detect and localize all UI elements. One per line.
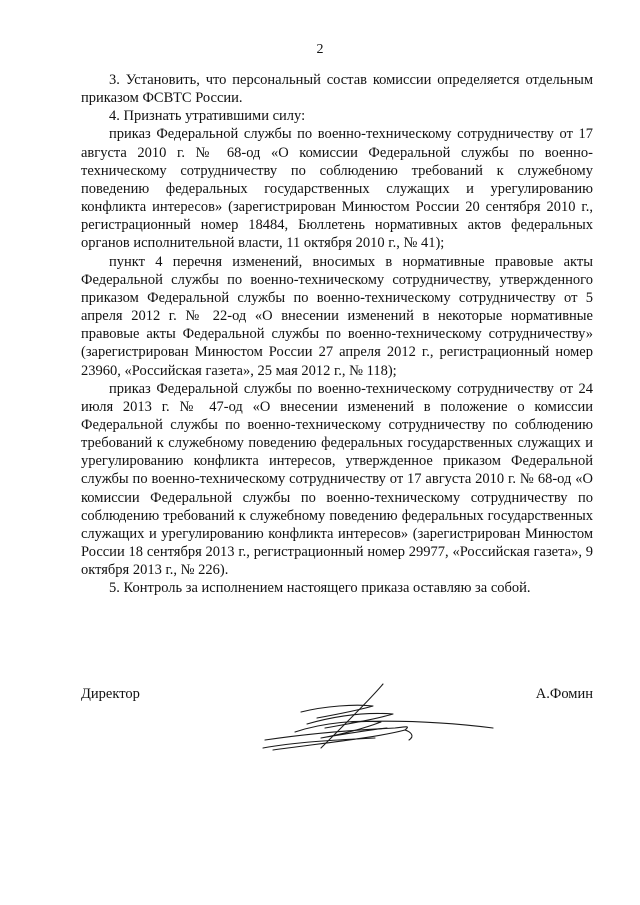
paragraph-revoked-order-2013: приказ Федеральной службы по военно-техническому сотрудничеству от 24 июля 2013 г. № 47-од «О внесении изменений в положение о комиссии Федеральной службы по военно-техническому сотрудничеству по соблюдению требований к служебному поведению федеральных государственных служащих и урегулированию конфликта интересов, утвержденное приказом Федеральной службы по военно-техническому сотрудничеству от 17 августа 2010 г. № 68-од «О комиссии Федеральной службы по военно-техническому сотрудничеству по соблюдению требований к служебному поведению федеральных государственных служащих и урегулированию конфликта интересов» (зарегистрирован Минюстом России 18 сентября 2013 г., регистрационный номер 29977, «Российская газета», 9 октября 2013 г., № 226). <box>81 380 593 579</box>
signatory-name: А.Фомин <box>535 686 593 702</box>
paragraph-item-5: 5. Контроль за исполнением настоящего приказа оставляю за собой. <box>109 580 531 597</box>
page-number: 2 <box>316 42 324 57</box>
document-body <box>81 71 593 598</box>
paragraph-revoked-changes-2012: пункт 4 перечня изменений, вносимых в нормативные правовые акты Федеральной службы по военно-техническому сотрудничеству, утвержденного приказом Федеральной службы по военно-техническому сотрудничеству от 5 апреля 2012 г. № 22-од «О внесении изменений в некоторые нормативные правовые акты Федеральной службы по военно-техническому сотрудничеству» (зарегистрирован Минюстом России 27 апреля 2012 г., регистрационный номер 23960, «Российская газета», 25 мая 2012 г., № 118); <box>81 253 593 379</box>
signatory-title: Директор <box>81 686 140 702</box>
paragraph-revoked-order-2010: приказ Федеральной службы по военно-техническому сотрудничеству от 17 августа 2010 г. № 68-од «О комиссии Федеральной службы по военно-техническому сотрудничеству по соблюдению требований к служебному поведению федеральных государственных служащих и урегулированию конфликта интересов» (зарегистрирован Минюстом России 20 сентября 2010 г., регистрационный номер 18484, Бюллетень нормативных актов федеральных органов исполнительной власти, 11 октября 2010 г., № 41); <box>81 126 593 252</box>
paragraph-item-4: 4. Признать утратившими силу: <box>109 108 306 125</box>
paragraph-item-3: 3. Установить, что персональный состав комиссии определяется отдельным приказом ФСВТС России. <box>81 72 593 107</box>
handwritten-signature <box>255 678 500 758</box>
